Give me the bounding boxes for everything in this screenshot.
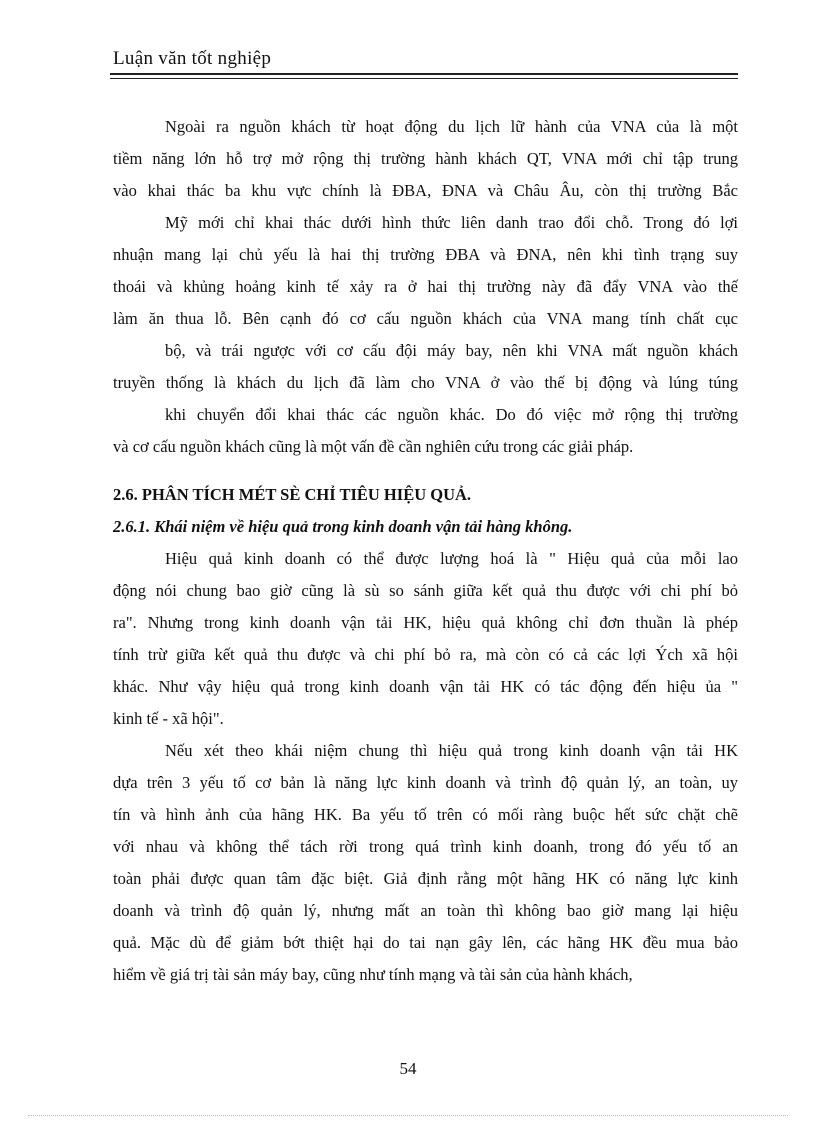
paragraph-line: truyền thống là khách du lịch đã làm cho VNA ở vào thế bị động và lúng túng <box>113 373 738 392</box>
paragraph-line: hiểm về giá trị tài sản máy bay, cũng như tính mạng và tài sản của hành khách, <box>113 965 633 984</box>
paragraph-line: với nhau và không thể tách rời trong quá trình kinh doanh, trong đó yếu tố an <box>113 837 738 856</box>
page-number: 54 <box>399 1059 417 1078</box>
subsection-heading: 2.6.1. Khái niệm về hiệu quả trong kinh doanh vận tải hàng không. <box>113 517 573 536</box>
paragraph-line: quả. Mặc dù để giảm bớt thiệt hại do tai nạn gây lên, các hãng HK đều mua bảo <box>113 933 738 952</box>
paragraph-line: tín và hình ảnh của hãng HK. Ba yếu tố trên có mối ràng buộc hết sức chặt chẽ <box>113 805 738 824</box>
paragraph-line: và cơ cấu nguồn khách cũng là một vấn đề cần nghiên cứu trong các giải pháp. <box>113 437 634 456</box>
paragraph-line: Hiệu quả kinh doanh có thể được lượng hoá là " Hiệu quả của mỗi lao <box>165 549 738 568</box>
paragraph-line: vào khai thác ba khu vực chính là ĐBA, ĐNA và Châu Âu, còn thị trường Bắc <box>113 181 738 200</box>
paragraph-line: toàn phải được quan tâm đặc biệt. Giả định rằng một hãng HK có năng lực kinh <box>113 869 738 888</box>
paragraph-line: làm ăn thua lỗ. Bên cạnh đó cơ cấu nguồn khách của VNA mang tính chất cục <box>113 309 738 328</box>
paragraph-line: doanh và trình độ quản lý, nhưng mất an toàn thì không bao giờ mang lại hiệu <box>113 901 738 920</box>
paragraph-line: Nếu xét theo khái niệm chung thì hiệu quả trong kinh doanh vận tải HK <box>165 741 738 760</box>
paragraph-line: khác. Như vậy hiệu quả trong kinh doanh vận tải HK có tác động đến hiệu ủa " <box>113 677 738 696</box>
paragraph-line: dựa trên 3 yếu tố cơ bản là năng lực kinh doanh và trình độ quản lý, an toàn, uy <box>113 773 738 792</box>
section-heading: 2.6. PHÂN TÍCH MÉT SÈ CHỈ TIÊU HIỆU QUẢ. <box>113 485 472 504</box>
paragraph-line: Mỹ mới chỉ khai thác dưới hình thức liên danh trao đổi chỗ. Trong đó lợi <box>165 213 738 232</box>
header-rule-thin <box>110 78 738 79</box>
paragraph-line: kinh tế - xã hội". <box>113 709 224 728</box>
paragraph-line: tính trừ giữa kết quả thu được và chi phí bỏ ra, mà còn có cả các lợi Ých xã hội <box>113 645 738 664</box>
running-header: Luận văn tốt nghiệp <box>113 48 272 69</box>
paragraph-line: bộ, và trái ngược với cơ cấu đội máy bay, nên khi VNA mất nguồn khách <box>165 341 738 360</box>
paragraph-line: nhuận mang lại chủ yếu là hai thị trường ĐBA và ĐNA, nên khi tình trạng suy <box>113 245 738 264</box>
paragraph-line: tiềm năng lớn hỗ trợ mở rộng thị trường hành khách QT, VNA mới chỉ tập trung <box>113 149 738 168</box>
header-rule-thick <box>110 73 738 75</box>
paragraph-line: khi chuyển đổi khai thác các nguồn khác. Do đó việc mở rộng thị trường <box>165 405 738 424</box>
paragraph-line: động nói chung bao giờ cũng là sù so sánh giữa kết quả thu được với chi phí bỏ <box>113 581 738 600</box>
paragraph-line: thoái và khủng hoảng kinh tế xảy ra ở hai thị trường này đã đẩy VNA vào thế <box>113 277 738 296</box>
paragraph-line: Ngoài ra nguồn khách từ hoạt động du lịch lữ hành của VNA của là một <box>165 117 738 136</box>
paragraph-line: ra". Nhưng trong kinh doanh vận tải HK, hiệu quả không chỉ đơn thuần là phép <box>113 613 738 632</box>
page-bottom-border <box>28 1115 788 1116</box>
